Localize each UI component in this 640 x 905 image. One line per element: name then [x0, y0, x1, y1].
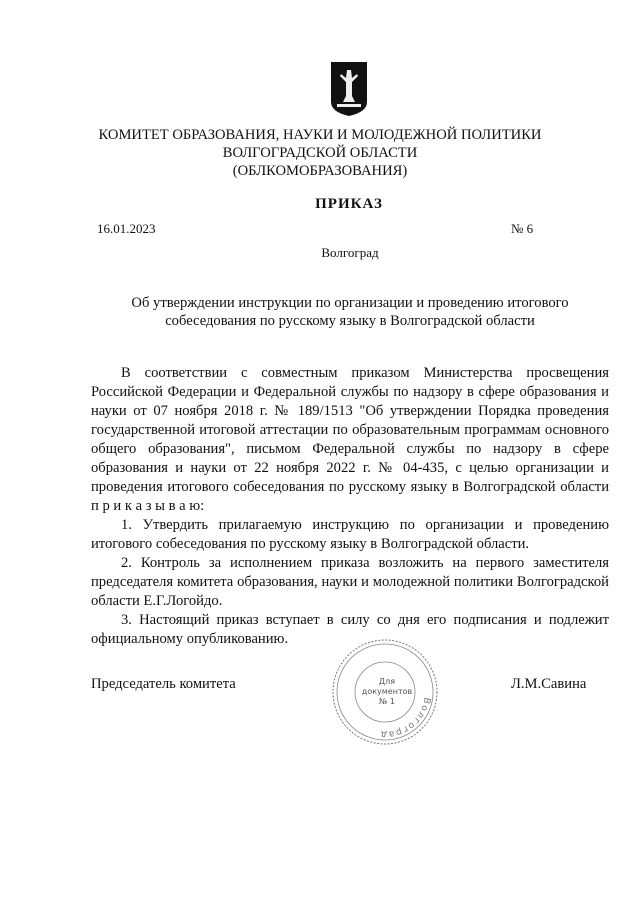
document-city: Волгоград: [321, 245, 379, 260]
signatory-position: Председатель комитета: [91, 676, 236, 692]
signatory-name: Л.М.Савина: [511, 676, 587, 692]
volgograd-emblem-icon: [331, 62, 367, 116]
subject-line1: Об утверждении инструкции по организации и проведению итогового: [131, 295, 569, 311]
org-name-line3: (ОБЛКОМОБРАЗОВАНИЯ): [232, 163, 408, 179]
stamp-center-line2: документов: [361, 687, 413, 696]
stamp-center-line3: № 1: [379, 697, 395, 706]
org-name-line2: ВОЛГОГРАДСКОЙ ОБЛАСТИ: [222, 145, 418, 161]
stamp-ring-text: Волгоград: [379, 696, 432, 740]
document-subject: [100, 294, 600, 330]
document-type: ПРИКАЗ: [315, 196, 383, 212]
subject-line2: собеседования по русскому языку в Волгоградской области: [165, 313, 535, 329]
document-body: [91, 364, 609, 649]
body-paragraph-item3: 3. Настоящий приказ вступает в силу со дня его подписания и подлежит официальному опубликованию.: [91, 612, 609, 647]
body-paragraph-item2: 2. Контроль за исполнением приказа возложить на первого заместителя председателя комитета образования, науки и молодежной политики Волгоградской области Е.Г.Логойдо.: [91, 555, 609, 609]
org-name-line1: КОМИТЕТ ОБРАЗОВАНИЯ, НАУКИ И МОЛОДЕЖНОЙ ПОЛИТИКИ: [98, 127, 542, 143]
stamp-center-line1: Для: [378, 677, 396, 686]
body-paragraph-preamble: В соответствии с совместным приказом Министерства просвещения Российской Федерации и Федеральной службы по надзору в сфере образования и науки от 07 ноября 2018 г. № 189/1513 "Об утверждении Порядка проведения государственной итоговой аттестации по образовательным программам основного общего образования", письмом Федеральной службы по надзору в сфере образования и науки от 22 ноября 2022 г. № 04-435, с целью организации и проведения итогового собеседования по русскому языку в Волгоградской области п р и к а з ы в а ю:: [91, 365, 609, 514]
body-paragraph-item1: 1. Утвердить прилагаемую инструкцию по организации и проведению итогового собеседования по русскому языку в Волгоградской области.: [91, 517, 609, 552]
official-stamp: [330, 638, 440, 746]
document-date: 16.01.2023: [97, 221, 156, 236]
document-number: № 6: [511, 221, 534, 236]
